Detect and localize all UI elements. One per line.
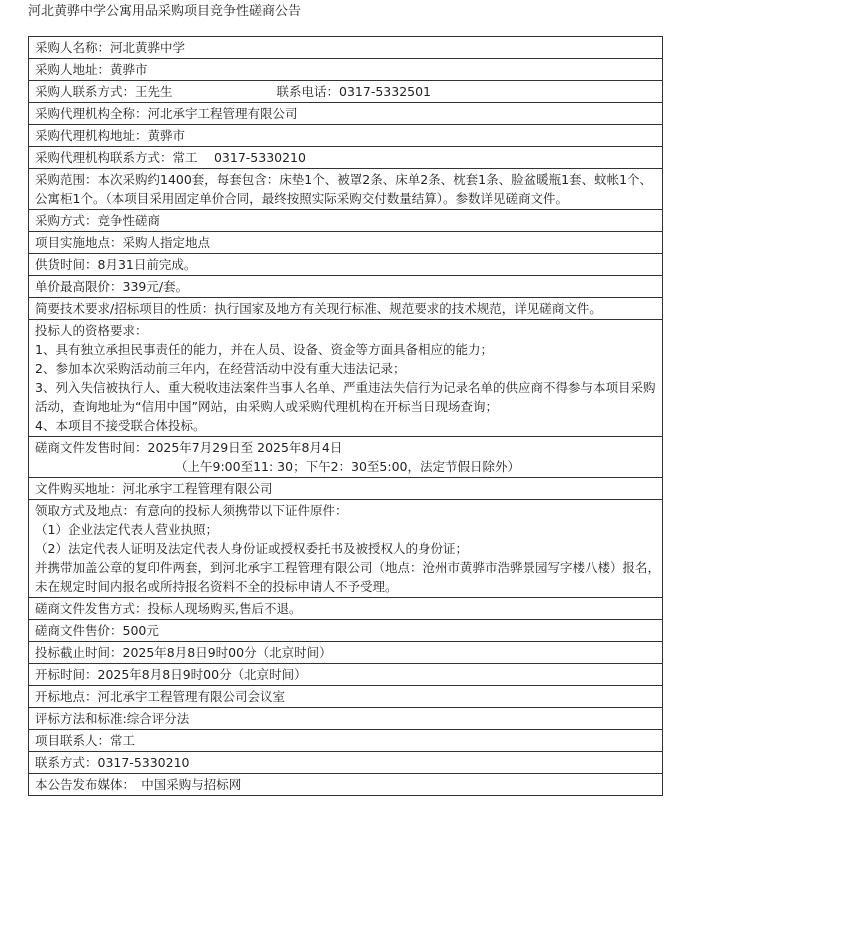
purchase-address-cell: 文件购买地址：河北承宇工程管理有限公司	[29, 478, 663, 500]
qualification-item: 4、本项目不接受联合体投标。	[35, 418, 206, 433]
sale-time-line1: 磋商文件发售时间：2025年7月29日至 2025年8月4日	[35, 440, 343, 455]
table-row	[29, 620, 663, 642]
pickup-line1: 领取方式及地点：有意向的投标人须携带以下证件原件：	[35, 503, 348, 518]
table-row	[29, 147, 663, 169]
table-row	[29, 320, 663, 437]
table-row	[29, 103, 663, 125]
tech-cell: 简要技术要求/招标项目的性质：执行国家及地方有关现行标准、规范要求的技术规范，详见磋商文件。	[29, 298, 663, 320]
sale-time-cell	[29, 437, 663, 478]
pickup-line2: （1）企业法定代表人营业执照；	[35, 522, 218, 537]
pickup-line3: （2）法定代表人证明及法定代表人身份证或授权委托书及被授权人的身份证；	[35, 541, 468, 556]
media-cell: 本公告发布媒体： 中国采购与招标网	[29, 774, 663, 796]
agency-address-cell: 采购代理机构地址：黄骅市	[29, 125, 663, 147]
table-row	[29, 254, 663, 276]
table-row	[29, 298, 663, 320]
table-row	[29, 169, 663, 210]
deadline-cell: 投标截止时间：2025年8月8日9时00分（北京时间）	[29, 642, 663, 664]
table-row	[29, 437, 663, 478]
table-row	[29, 752, 663, 774]
page-title: 河北黄骅中学公寓用品采购项目竞争性磋商公告	[28, 4, 302, 19]
notice-table	[28, 36, 663, 796]
table-row	[29, 708, 663, 730]
pickup-cell	[29, 500, 663, 598]
table-row	[29, 598, 663, 620]
purchaser-phone: 联系电话：0317-5332501	[276, 84, 432, 99]
sale-time-line2-wrap	[35, 457, 662, 476]
table-row	[29, 664, 663, 686]
qualification-heading: 投标人的资格要求：	[35, 323, 148, 338]
agency-name-cell: 采购代理机构全称：河北承宇工程管理有限公司	[29, 103, 663, 125]
table-row	[29, 686, 663, 708]
opening-place-cell: 开标地点：河北承宇工程管理有限公司会议室	[29, 686, 663, 708]
scope-cell: 采购范围：本次采购约1400套，每套包含：床垫1个、被罩2条、床单2条、枕套1条、脸盆暖瓶1套、蚊帐1个、公寓柜1个。（本项目采用固定单价合同，最终按照实际采购交付数量结算）。参数详见磋商文件。	[29, 169, 663, 210]
purchaser-address-cell: 采购人地址：黄骅市	[29, 59, 663, 81]
purchaser-contact: 采购人联系方式：王先生	[35, 84, 173, 99]
qualification-item: 1、具有独立承担民事责任的能力，并在人员、设备、资金等方面具备相应的能力；	[35, 342, 493, 357]
table-row	[29, 81, 663, 103]
sale-method-cell: 磋商文件发售方式：投标人现场购买,售后不退。	[29, 598, 663, 620]
table-row	[29, 642, 663, 664]
agency-contact-cell: 采购代理机构联系方式：常工 0317-5330210	[29, 147, 663, 169]
qualification-item: 3、列入失信被执行人、重大税收违法案件当事人名单、严重违法失信行为记录名单的供应商不得参与本项目采购活动，查询地址为“信用中国”网站，由采购人或采购代理机构在开标当日现场查询；	[35, 380, 656, 414]
table-row	[29, 37, 663, 59]
purchaser-name-cell: 采购人名称：河北黄骅中学	[29, 37, 663, 59]
project-contact-cell: 项目联系人：常工	[29, 730, 663, 752]
table-row	[29, 478, 663, 500]
location-cell: 项目实施地点：采购人指定地点	[29, 232, 663, 254]
table-row	[29, 500, 663, 598]
max-price-cell: 单价最高限价：339元/套。	[29, 276, 663, 298]
table-row	[29, 210, 663, 232]
qualification-item: 2、参加本次采购活动前三年内，在经营活动中没有重大违法记录；	[35, 361, 406, 376]
opening-time-cell: 开标时间：2025年8月8日9时00分（北京时间）	[29, 664, 663, 686]
table-row	[29, 774, 663, 796]
table-row	[29, 730, 663, 752]
pickup-line4: 并携带加盖公章的复印件两套，到河北承宇工程管理有限公司（地点：沧州市黄骅市浩骅景园写字楼八楼）报名，未在规定时间内报名或所持报名资料不全的投标申请人不予受理。	[35, 560, 661, 594]
method-cell: 采购方式：竞争性磋商	[29, 210, 663, 232]
evaluation-cell: 评标方法和标准:综合评分法	[29, 708, 663, 730]
table-row	[29, 59, 663, 81]
delivery-cell: 供货时间：8月31日前完成。	[29, 254, 663, 276]
purchaser-contact-cell	[29, 81, 663, 103]
table-row	[29, 125, 663, 147]
qualification-cell	[29, 320, 663, 437]
doc-price-cell: 磋商文件售价：500元	[29, 620, 663, 642]
table-row	[29, 232, 663, 254]
contact-cell: 联系方式：0317-5330210	[29, 752, 663, 774]
sale-time-line2: （上午9:00至11: 30；下午2：30至5:00，法定节假日除外）	[175, 459, 520, 474]
table-row	[29, 276, 663, 298]
